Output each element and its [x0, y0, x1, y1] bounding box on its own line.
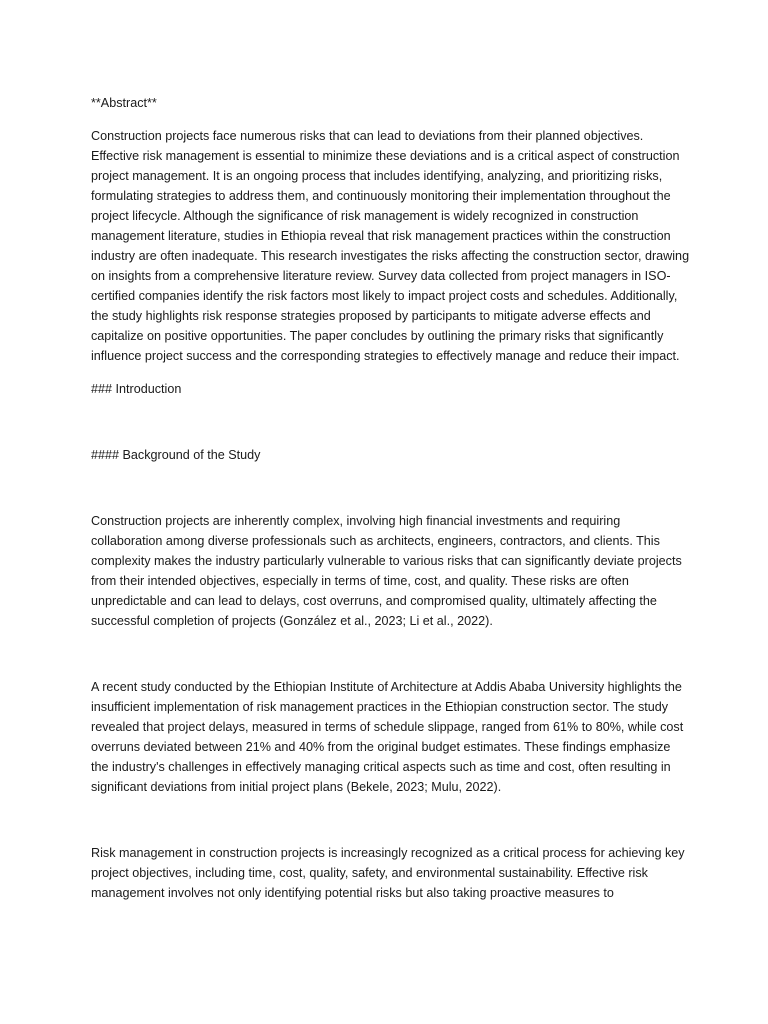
background-heading: #### Background of the Study — [91, 448, 261, 462]
spacer — [91, 366, 691, 379]
document-page — [91, 93, 691, 903]
background-paragraph-1: Construction projects are inherently complex, involving high financial investments and requiring collaboration among diverse professionals such as architects, engineers, contractors, and clients. This complexity makes the industry particularly vulnerable to various risks that can significantly deviate projects from their intended objectives, especially in terms of time, cost, and quality. These risks are often unpredictable and can lead to delays, cost overruns, and compromised quality, ultimately affecting the successful completion of projects (González et al., 2023; Li et al., 2022). — [91, 514, 682, 628]
spacer — [91, 797, 691, 843]
abstract-heading: **Abstract** — [91, 96, 157, 110]
spacer — [91, 113, 691, 126]
abstract-paragraph: Construction projects face numerous risks that can lead to deviations from their planned objectives. Effective risk management is essential to minimize these deviations and is a critical aspect of construction project management. It is an ongoing process that includes identifying, analyzing, and prioritizing risks, formulating strategies to address them, and continuously monitoring their implementation throughout the project lifecycle. Although the significance of risk management is widely recognized in construction management literature, studies in Ethiopia reveal that risk management practices within the construction industry are often inadequate. This research investigates the risks affecting the construction sector, drawing on insights from a comprehensive literature review. Survey data collected from project managers in ISO-certified companies identify the risk factors most likely to impact project costs and schedules. Additionally, the study highlights risk response strategies proposed by participants to mitigate adverse effects and capitalize on positive opportunities. The paper concludes by outlining the primary risks that significantly influence project success and the corresponding strategies to effectively manage and reduce their impact. — [91, 129, 690, 363]
background-paragraph-3: Risk management in construction projects is increasingly recognized as a critical process for achieving key project objectives, including time, cost, quality, safety, and environmental sustainability. Effective risk management involves not only identifying potential risks but also taking proactive measures to — [91, 846, 685, 900]
spacer — [91, 399, 691, 445]
spacer — [91, 631, 691, 677]
spacer — [91, 465, 691, 511]
background-paragraph-2: A recent study conducted by the Ethiopian Institute of Architecture at Addis Ababa University highlights the insufficient implementation of risk management practices in the Ethiopian construction sector. The study revealed that project delays, measured in terms of schedule slippage, ranged from 61% to 80%, while cost overruns deviated between 21% and 40% from the original budget estimates. These findings emphasize the industry's challenges in effectively managing critical aspects such as time and cost, often resulting in significant deviations from initial project plans (Bekele, 2023; Mulu, 2022). — [91, 680, 684, 794]
introduction-heading: ### Introduction — [91, 382, 182, 396]
